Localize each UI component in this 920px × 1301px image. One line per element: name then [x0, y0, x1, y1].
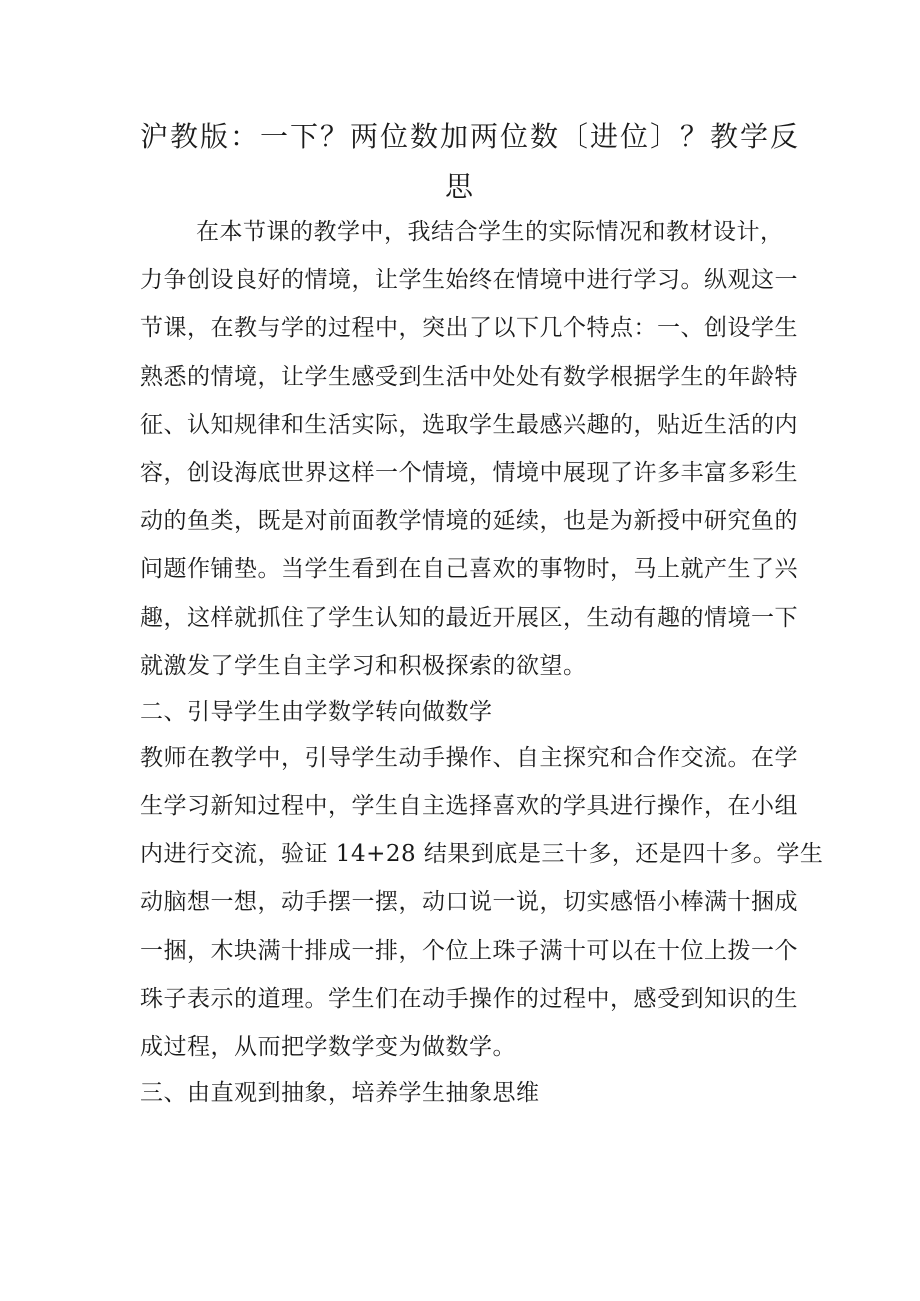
paragraph-line: 问题作铺垫。当学生看到在自己喜欢的事物时，马上就产生了兴 — [140, 556, 798, 583]
paragraph-line: 一捆，木块满十排成一排，个位上珠子满十可以在十位上拨一个 — [140, 937, 798, 964]
paragraph-line: 动的鱼类，既是对前面教学情境的延续，也是为新授中研究鱼的 — [140, 508, 798, 535]
paragraph-line: 容，创设海底世界这样一个情境，情境中展现了许多丰富多彩生 — [140, 459, 798, 486]
document-body — [140, 208, 824, 1115]
document-title — [140, 112, 801, 212]
paragraph-line: 珠子表示的道理。学生们在动手操作的过程中，感受到知识的生 — [140, 985, 798, 1012]
paragraph-line: 趣，这样就抓住了学生认知的最近开展区，生动有趣的情境一下 — [140, 604, 798, 631]
paragraph-line: 就激发了学生自主学习和积极探索的欲望。 — [140, 652, 587, 679]
paragraph-line: 教师在教学中，引导学生动手操作、自主探究和合作交流。在学 — [140, 744, 798, 771]
paragraph-line: 节课，在教与学的过程中，突出了以下几个特点：一、创设学生 — [140, 315, 798, 342]
paragraph-line: 成过程，从而把学数学变为做数学。 — [140, 1034, 516, 1060]
paragraph-line: 动脑想一想，动手摆一摆，动口说一说，切实感悟小棒满十捆成 — [140, 889, 798, 916]
section-heading: 二、引导学生由学数学转向做数学 — [140, 698, 493, 725]
section-heading: 三、由直观到抽象，培养学生抽象思维 — [140, 1080, 540, 1107]
paragraph-line: 征、认知规律和生活实际，选取学生最感兴趣的，贴近生活的内 — [140, 411, 798, 438]
paragraph-line: 力争创设良好的情境，让学生始终在情境中进行学习。纵观这一 — [140, 267, 798, 294]
title-line-1: 沪教版：一下？两位数加两位数〔进位〕？教学反 — [140, 120, 801, 153]
paragraph-line: 生学习新知过程中，学生自主选择喜欢的学具进行操作，在小组 — [140, 793, 798, 820]
paragraph-line: 在本节课的教学中，我结合学生的实际情况和教材设计， — [196, 219, 784, 245]
title-line-2: 思 — [444, 170, 475, 203]
paragraph-line: 内进行交流，验证 14+28 结果到底是三十多，还是四十多。学生 — [140, 841, 824, 868]
paragraph-line: 熟悉的情境，让学生感受到生活中处处有数学根据学生的年龄特 — [140, 363, 798, 390]
